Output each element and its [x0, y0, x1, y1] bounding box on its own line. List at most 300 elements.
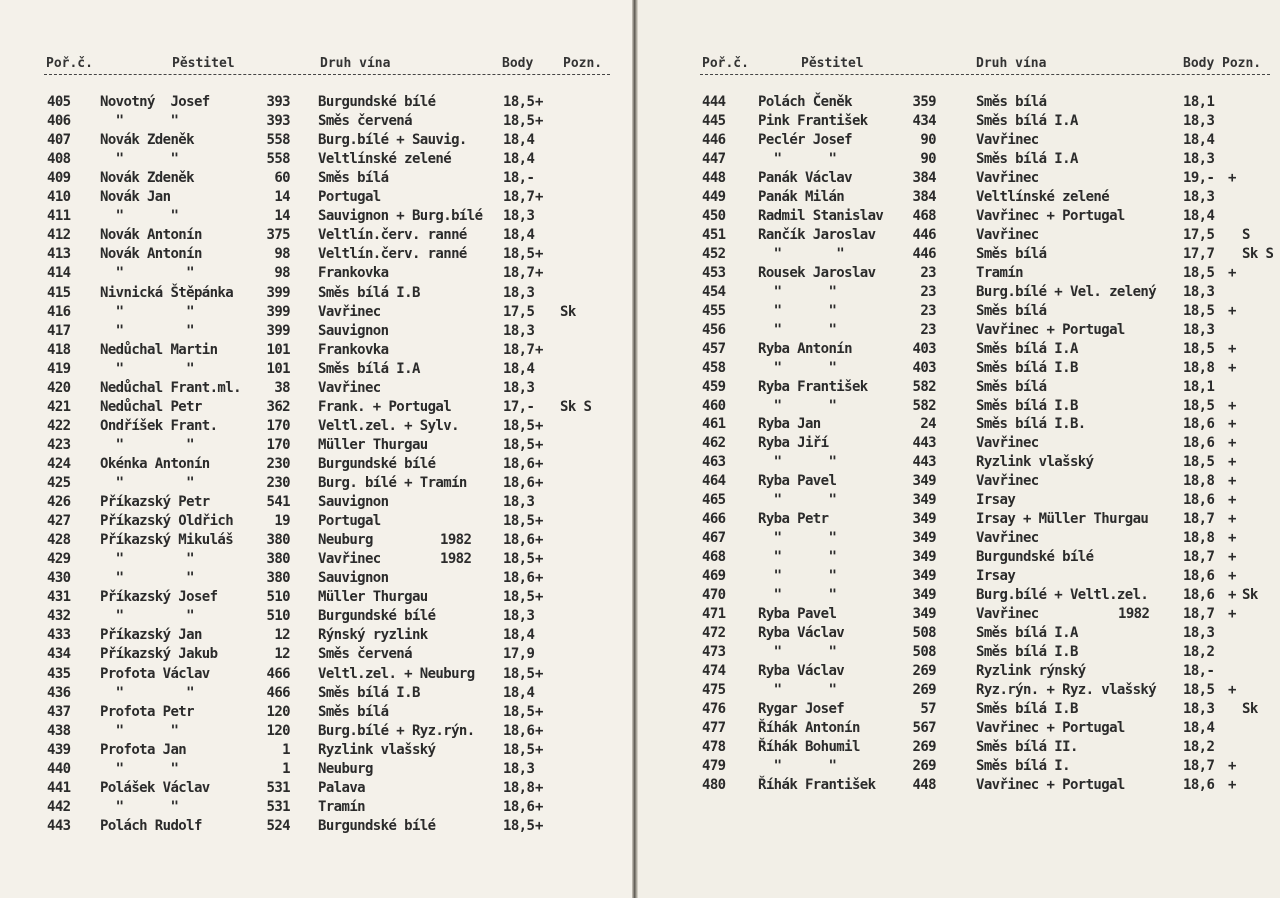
grower-name: Profota Petr [100, 703, 194, 720]
plus-mark: + [1228, 454, 1236, 471]
entry-number: 443 [47, 817, 71, 834]
points: 18,7 [1183, 757, 1215, 774]
plus-mark: + [1228, 416, 1236, 433]
grower-code: 362 [266, 398, 290, 415]
wine-variety: Směs bílá II. [976, 738, 1078, 755]
grower-code: 558 [266, 132, 290, 149]
wine-variety: Směs bílá I.B [976, 397, 1078, 414]
entry-number: 411 [47, 208, 71, 225]
plus-mark: + [535, 513, 543, 530]
plus-mark: + [1228, 530, 1236, 547]
wine-variety: Vavřinec + Portugal [976, 776, 1125, 793]
wine-variety: Burg.bílé + Ryz.rýn. [318, 722, 475, 739]
grower-name: Ryba Antonín [758, 340, 852, 357]
grower-code: 349 [912, 568, 936, 585]
grower-name: Panák Milán [758, 188, 845, 205]
grower-name: " " [758, 454, 837, 471]
points: 18,4 [503, 132, 535, 149]
points: 18,3 [503, 760, 535, 777]
entry-number: 433 [47, 627, 71, 644]
wine-variety: Müller Thurgau [318, 436, 428, 453]
plus-mark: + [535, 341, 543, 358]
grower-name: " " [758, 359, 837, 376]
plus-mark: + [535, 265, 543, 282]
points: 18,3 [1183, 283, 1215, 300]
points: 18,6 [1183, 492, 1215, 509]
grower-name: Říhák Bohumil [758, 738, 860, 755]
grower-name: " " [758, 245, 845, 262]
entry-number: 468 [702, 549, 726, 566]
plus-mark: + [1228, 511, 1236, 528]
wine-variety: Vavřinec + Portugal [976, 207, 1125, 224]
grower-name: " " [758, 150, 837, 167]
wine-variety: Vavřinec [318, 379, 381, 396]
grower-code: 446 [912, 245, 936, 262]
entry-number: 406 [47, 113, 71, 130]
grower-code: 399 [266, 322, 290, 339]
wine-variety: Portugal [318, 189, 381, 206]
entry-number: 436 [47, 684, 71, 701]
grower-code: 508 [912, 625, 936, 642]
wine-variety: Vavřinec [976, 530, 1039, 547]
grower-code: 349 [912, 492, 936, 509]
plus-mark: + [1228, 682, 1236, 699]
wine-variety: Směs bílá [976, 245, 1047, 262]
entry-number: 417 [47, 322, 71, 339]
header-points: Body [502, 56, 534, 71]
points: 18,5 [503, 513, 535, 530]
grower-code: 443 [912, 454, 936, 471]
entry-number: 477 [702, 720, 726, 736]
points: 18,5 [1183, 682, 1215, 699]
grower-name: " " [100, 722, 179, 739]
grower-code: 434 [912, 112, 936, 129]
entry-number: 459 [702, 378, 726, 395]
grower-name: " " [758, 283, 837, 300]
header-no: Poř.č. [46, 56, 93, 71]
right-page [638, 0, 1280, 898]
wine-variety: Frank. + Portugal [318, 398, 452, 415]
wine-variety: Směs bílá I.A [976, 150, 1078, 167]
grower-code: 349 [912, 587, 936, 604]
wine-variety: Směs červená [318, 646, 412, 663]
grower-code: 14 [274, 189, 290, 206]
entry-number: 415 [47, 284, 71, 301]
entry-number: 425 [47, 475, 71, 491]
entry-number: 422 [47, 417, 71, 434]
wine-variety: Sauvignon [318, 494, 389, 511]
entry-number: 414 [47, 265, 71, 282]
wine-variety: Neuburg [318, 532, 373, 549]
entry-number: 429 [47, 551, 71, 568]
points: 18,1 [1183, 378, 1215, 395]
header-wine: Druh vína [976, 56, 1047, 71]
points: 18,7 [1183, 511, 1215, 528]
grower-code: 384 [912, 188, 936, 205]
grower-name: " " [100, 608, 194, 625]
entry-number: 426 [47, 494, 71, 511]
entry-number: 427 [47, 513, 71, 530]
points: 17,- [503, 398, 535, 415]
grower-code: 466 [266, 684, 290, 701]
header-note: Pozn. [1222, 56, 1262, 71]
grower-code: 23 [920, 302, 936, 319]
wine-variety: Irsay [976, 492, 1016, 509]
header-grower: Pěstitel [172, 56, 235, 71]
plus-mark: + [1228, 340, 1236, 357]
plus-mark: + [1228, 302, 1236, 319]
plus-mark: + [1228, 169, 1236, 186]
plus-mark: + [535, 741, 543, 758]
wine-variety: Vavřinec [976, 435, 1039, 452]
grower-name: " " [758, 397, 837, 414]
points: 18,5 [503, 817, 535, 834]
entry-number: 423 [47, 436, 71, 453]
points: 18,4 [503, 627, 535, 644]
points: 17,5 [503, 303, 535, 320]
grower-code: 510 [266, 608, 290, 625]
entry-number: 469 [702, 568, 726, 585]
entry-number: 467 [702, 530, 726, 547]
entry-number: 466 [702, 511, 726, 528]
grower-code: 510 [266, 589, 290, 606]
plus-mark: + [1228, 492, 1236, 509]
plus-mark: + [1228, 473, 1236, 490]
grower-name: Nedůchal Frant.ml. [100, 379, 241, 396]
grower-code: 380 [266, 551, 290, 568]
points: 18,3 [503, 379, 535, 396]
grower-code: 558 [266, 151, 290, 168]
points: 18,- [1183, 663, 1215, 680]
wine-variety: Sauvignon + Burg.bílé [318, 208, 483, 225]
plus-mark: + [1228, 359, 1236, 376]
note: S [1242, 226, 1250, 243]
grower-name: Profota Václav [100, 665, 210, 682]
points: 18,2 [1183, 738, 1215, 755]
points: 18,5 [1183, 264, 1215, 281]
wine-variety: Směs bílá I.B [318, 684, 420, 701]
grower-name: " " [100, 303, 194, 320]
plus-mark: + [535, 113, 543, 130]
points: 17,7 [1183, 245, 1215, 262]
wine-variety: Vavřinec [976, 606, 1039, 623]
grower-name: Novák Antonín [100, 227, 202, 244]
plus-mark: + [1228, 587, 1236, 604]
grower-name: Pink František [758, 112, 868, 129]
points: 17,9 [503, 646, 535, 663]
plus-mark: + [535, 570, 543, 587]
points: 18,6 [503, 475, 535, 491]
entry-number: 457 [702, 340, 726, 357]
entry-number: 449 [702, 188, 726, 205]
grower-name: " " [100, 551, 194, 568]
points: 18,5 [503, 436, 535, 453]
entry-number: 454 [702, 283, 726, 300]
wine-variety: Směs bílá I.B [976, 701, 1078, 718]
wine-variety: Sauvignon [318, 570, 389, 587]
vintage-year: 1982 [440, 532, 472, 549]
wine-variety: Veltlín.červ. ranné [318, 227, 467, 244]
entry-number: 445 [702, 112, 726, 129]
wine-variety: Vavřinec + Portugal [976, 720, 1125, 736]
wine-variety: Veltlínské zelené [976, 188, 1110, 205]
grower-code: 90 [920, 131, 936, 148]
plus-mark: + [1228, 549, 1236, 566]
grower-code: 24 [920, 416, 936, 433]
wine-variety: Frankovka [318, 265, 389, 282]
entry-number: 434 [47, 646, 71, 663]
grower-name: " " [758, 530, 837, 547]
grower-name: Panák Václav [758, 169, 852, 186]
points: 18,6 [503, 532, 535, 549]
wine-variety: Frankovka [318, 341, 389, 358]
grower-name: Okénka Antonín [100, 455, 210, 472]
grower-code: 101 [266, 341, 290, 358]
grower-code: 120 [266, 722, 290, 739]
grower-code: 524 [266, 817, 290, 834]
wine-variety: Irsay [976, 568, 1016, 585]
wine-variety: Směs bílá [976, 378, 1047, 395]
entry-number: 450 [702, 207, 726, 224]
grower-name: Říhák Antonín [758, 720, 860, 736]
header-grower: Pěstitel [801, 56, 864, 71]
plus-mark: + [1228, 606, 1236, 623]
vintage-year: 1982 [1118, 606, 1150, 623]
grower-code: 120 [266, 703, 290, 720]
wine-variety: Vavřinec [976, 226, 1039, 243]
grower-name: Rančík Jaroslav [758, 226, 876, 243]
points: 18,5 [503, 665, 535, 682]
points: 18,5 [1183, 397, 1215, 414]
grower-name: Novák Zdeněk [100, 132, 194, 149]
wine-variety: Burg. bílé + Tramín [318, 475, 467, 491]
grower-code: 23 [920, 283, 936, 300]
points: 18,3 [503, 608, 535, 625]
grower-code: 403 [912, 359, 936, 376]
grower-code: 101 [266, 360, 290, 377]
points: 18,3 [503, 322, 535, 339]
grower-code: 12 [274, 646, 290, 663]
points: 18,7 [1183, 606, 1215, 623]
grower-name: Polách Rudolf [100, 817, 202, 834]
grower-code: 393 [266, 113, 290, 130]
points: 18,8 [1183, 359, 1215, 376]
entry-number: 409 [47, 170, 71, 187]
wine-variety: Burg.bílé + Veltl.zel. [976, 587, 1149, 604]
points: 18,7 [503, 189, 535, 206]
grower-code: 23 [920, 264, 936, 281]
vintage-year: 1982 [440, 551, 472, 568]
points: 18,6 [503, 798, 535, 815]
wine-variety: Vavřinec [318, 551, 381, 568]
points: 18,5 [1183, 340, 1215, 357]
header-rule [44, 74, 610, 76]
points: 18,4 [503, 360, 535, 377]
grower-code: 582 [912, 378, 936, 395]
grower-code: 393 [266, 94, 290, 110]
grower-name: Příkazský Josef [100, 589, 218, 606]
points: 18,3 [1183, 188, 1215, 205]
wine-variety: Portugal [318, 513, 381, 530]
grower-code: 349 [912, 549, 936, 566]
plus-mark: + [535, 475, 543, 491]
grower-code: 57 [920, 701, 936, 718]
entry-number: 465 [702, 492, 726, 509]
grower-code: 170 [266, 417, 290, 434]
grower-code: 443 [912, 435, 936, 452]
grower-name: " " [100, 436, 194, 453]
grower-code: 466 [266, 665, 290, 682]
entry-number: 438 [47, 722, 71, 739]
entry-number: 405 [47, 94, 71, 110]
grower-name: Říhák František [758, 776, 876, 793]
points: 18,1 [1183, 94, 1215, 110]
points: 18,8 [1183, 530, 1215, 547]
grower-code: 531 [266, 798, 290, 815]
wine-variety: Směs bílá [318, 170, 389, 187]
entry-number: 474 [702, 663, 726, 680]
points: 18,2 [1183, 644, 1215, 661]
grower-name: " " [100, 151, 179, 168]
points: 18,6 [503, 570, 535, 587]
entry-number: 471 [702, 606, 726, 623]
grower-code: 531 [266, 779, 290, 796]
wine-variety: Burgundské bílé [318, 817, 436, 834]
plus-mark: + [1228, 568, 1236, 585]
grower-name: " " [758, 644, 837, 661]
grower-code: 98 [274, 265, 290, 282]
entry-number: 410 [47, 189, 71, 206]
grower-code: 448 [912, 776, 936, 793]
grower-code: 380 [266, 570, 290, 587]
entry-number: 473 [702, 644, 726, 661]
grower-name: " " [100, 760, 179, 777]
grower-name: Novák Jan [100, 189, 171, 206]
points: 18,5 [503, 417, 535, 434]
grower-name: Nedůchal Martin [100, 341, 218, 358]
points: 17,5 [1183, 226, 1215, 243]
points: 18,5 [503, 113, 535, 130]
entry-number: 453 [702, 264, 726, 281]
grower-code: 90 [920, 150, 936, 167]
wine-variety: Veltl.zel. + Sylv. [318, 417, 459, 434]
grower-code: 23 [920, 321, 936, 338]
entry-number: 460 [702, 397, 726, 414]
entry-number: 416 [47, 303, 71, 320]
wine-variety: Palava [318, 779, 365, 796]
points: 18,3 [1183, 701, 1215, 718]
grower-code: 380 [266, 532, 290, 549]
grower-name: " " [100, 570, 194, 587]
left-page [0, 0, 634, 898]
points: 18,7 [503, 341, 535, 358]
grower-name: " " [100, 113, 179, 130]
grower-code: 399 [266, 284, 290, 301]
grower-name: Ryba Václav [758, 625, 845, 642]
grower-name: " " [758, 492, 837, 509]
points: 19,- [1183, 169, 1215, 186]
note: Sk [560, 303, 576, 320]
points: 18,5 [503, 94, 535, 110]
wine-variety: Tramín [318, 798, 365, 815]
plus-mark: + [535, 246, 543, 263]
grower-name: Polášek Václav [100, 779, 210, 796]
plus-mark: + [535, 189, 543, 206]
points: 18,5 [1183, 454, 1215, 471]
grower-name: Ryba Jiří [758, 435, 829, 452]
plus-mark: + [535, 779, 543, 796]
note: Sk S [560, 398, 592, 415]
plus-mark: + [1228, 776, 1236, 793]
header-points: Body [1183, 56, 1215, 71]
grower-name: Peclér Josef [758, 131, 852, 148]
note: Sk [1242, 701, 1258, 718]
wine-variety: Vavřinec [976, 169, 1039, 186]
wine-variety: Směs červená [318, 113, 412, 130]
points: 18,5 [503, 589, 535, 606]
grower-code: 269 [912, 682, 936, 699]
plus-mark: + [535, 417, 543, 434]
grower-name: Nedůchal Petr [100, 398, 202, 415]
points: 18,3 [1183, 150, 1215, 167]
grower-name: " " [100, 208, 179, 225]
grower-code: 582 [912, 397, 936, 414]
plus-mark: + [535, 532, 543, 549]
entry-number: 439 [47, 741, 71, 758]
entry-number: 442 [47, 798, 71, 815]
grower-code: 269 [912, 663, 936, 680]
plus-mark: + [535, 817, 543, 834]
entry-number: 456 [702, 321, 726, 338]
entry-number: 413 [47, 246, 71, 263]
points: 18,4 [1183, 131, 1215, 148]
wine-variety: Burgundské bílé [318, 94, 436, 110]
wine-variety: Müller Thurgau [318, 589, 428, 606]
entry-number: 464 [702, 473, 726, 490]
entry-number: 444 [702, 94, 726, 110]
wine-variety: Rýnský ryzlink [318, 627, 428, 644]
entry-number: 478 [702, 738, 726, 755]
entry-number: 412 [47, 227, 71, 244]
grower-name: Ryba Václav [758, 663, 845, 680]
points: 18,8 [1183, 473, 1215, 490]
entry-number: 418 [47, 341, 71, 358]
note: Sk [1242, 587, 1258, 604]
grower-code: 269 [912, 757, 936, 774]
points: 18,3 [503, 208, 535, 225]
grower-code: 1 [282, 741, 290, 758]
grower-code: 230 [266, 475, 290, 491]
wine-variety: Vavřinec [318, 303, 381, 320]
wine-variety: Tramín [976, 264, 1023, 281]
plus-mark: + [535, 722, 543, 739]
points: 18,7 [1183, 549, 1215, 566]
grower-code: 14 [274, 208, 290, 225]
wine-variety: Veltl.zel. + Neuburg [318, 665, 475, 682]
grower-code: 12 [274, 627, 290, 644]
grower-name: " " [100, 265, 194, 282]
wine-variety: Směs bílá I.A [976, 625, 1078, 642]
grower-name: Ryba Petr [758, 511, 829, 528]
points: 18,3 [1183, 112, 1215, 129]
entry-number: 446 [702, 131, 726, 148]
entry-number: 430 [47, 570, 71, 587]
grower-name: Novotný Josef [100, 94, 210, 110]
plus-mark: + [1228, 397, 1236, 414]
entry-number: 452 [702, 245, 726, 262]
plus-mark: + [535, 589, 543, 606]
points: 18,5 [503, 246, 535, 263]
